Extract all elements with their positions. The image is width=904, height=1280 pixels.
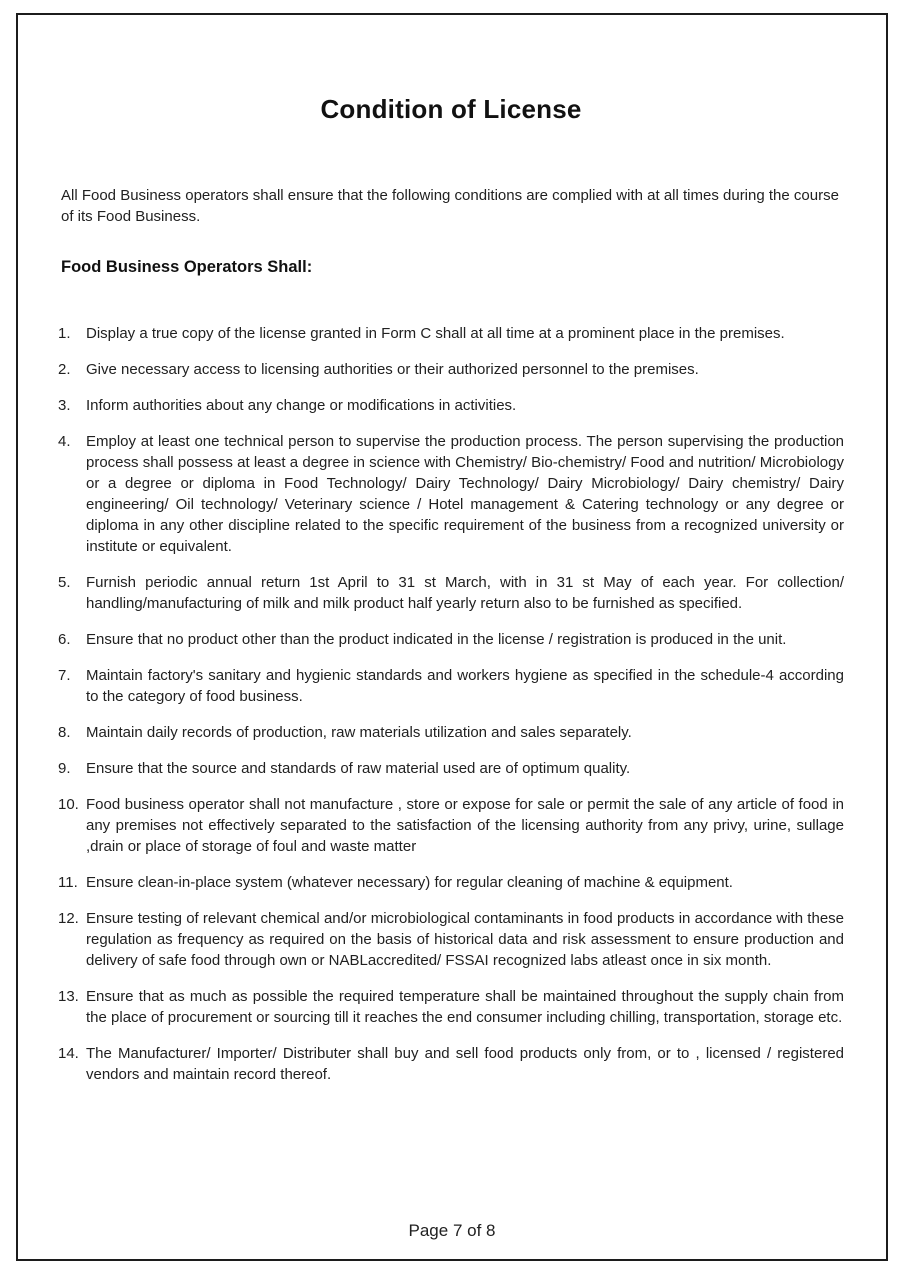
list-item [58,794,844,857]
item-number: 14. [58,1045,79,1062]
list-item [58,395,844,416]
list-item [58,986,844,1028]
section-heading: Food Business Operators Shall: [61,258,313,276]
conditions-list [58,323,844,1085]
list-item [58,758,844,779]
item-text: Ensure testing of relevant chemical and/or microbiological contaminants in food products in accordance with these regulation as frequency as required on the basis of historical data and risk assessment to ensure production and delivery of safe food through own or NABLaccredited/ FSSAI recognized labs atleast once in six month. [86,910,844,969]
item-number: 10. [58,796,79,813]
list-item [58,572,844,614]
item-number: 9. [58,760,71,777]
item-number: 12. [58,910,79,927]
item-number: 13. [58,988,79,1005]
item-text: Ensure that the source and standards of raw material used are of optimum quality. [86,760,631,777]
item-number: 2. [58,361,71,378]
item-number: 11. [58,874,78,891]
list-item [58,359,844,380]
page-number: Page 7 of 8 [408,1221,496,1240]
list-item [58,1043,844,1085]
item-text: Maintain daily records of production, raw materials utilization and sales separately. [86,724,632,741]
item-text: Employ at least one technical person to supervise the production process. The person supervising the production process shall possess at least a degree in science with Chemistry/ Bio-chemistry/ Food and nutrition/ Microbiology or a degree or diploma in Food Technology/ Dairy Technology/ Dairy Microbiology/ Dairy chemistry/ Dairy engineering/ Oil technology/ Veterinary science / Hotel management & Catering technology or any degree or diploma in any other discipline related to the specific requirement of the business from a recognized university or institute or equivalent. [86,433,844,555]
list-item [58,872,844,893]
item-text: Give necessary access to licensing authorities or their authorized personnel to the premises. [86,361,699,378]
list-item [58,722,844,743]
item-number: 4. [58,433,71,450]
item-text: The Manufacturer/ Importer/ Distributer shall buy and sell food products only from, or to , licensed / registered vendors and maintain record thereof. [86,1045,844,1083]
list-item [58,323,844,344]
item-text: Food business operator shall not manufacture , store or expose for sale or permit the sale of any article of food in any premises not effectively separated to the satisfaction of the licensing authority from any privy, urine, sullage ,drain or place of storage of foul and waste matter [86,796,844,855]
item-number: 8. [58,724,71,741]
item-text: Ensure clean-in-place system (whatever necessary) for regular cleaning of machine & equipment. [86,874,733,891]
item-number: 6. [58,631,71,648]
item-number: 3. [58,397,71,414]
item-text: Display a true copy of the license granted in Form C shall at all time at a prominent place in the premises. [86,325,785,342]
list-item [58,908,844,971]
list-item [58,665,844,707]
item-number: 5. [58,574,71,591]
item-text: Ensure that as much as possible the required temperature shall be maintained throughout the supply chain from the place of procurement or sourcing till it reaches the end consumer including chilling, transportation, storage etc. [86,988,844,1026]
item-number: 1. [58,325,71,342]
item-text: Inform authorities about any change or modifications in activities. [86,397,517,414]
list-item [58,431,844,557]
list-item [58,629,844,650]
page-title: Condition of License [320,94,582,124]
item-text: Maintain factory's sanitary and hygienic standards and workers hygiene as specified in the schedule-4 according to the category of food business. [86,667,844,705]
item-number: 7. [58,667,71,684]
intro-paragraph: All Food Business operators shall ensure that the following conditions are complied with at all times during the course of its Food Business. [61,187,839,225]
item-text: Ensure that no product other than the product indicated in the license / registration is produced in the unit. [86,631,787,648]
item-text: Furnish periodic annual return 1st April to 31 st March, with in 31 st May of each year. For collection/ handling/manufacturing of milk and milk product half yearly return also to be furnished as specified. [86,574,844,612]
